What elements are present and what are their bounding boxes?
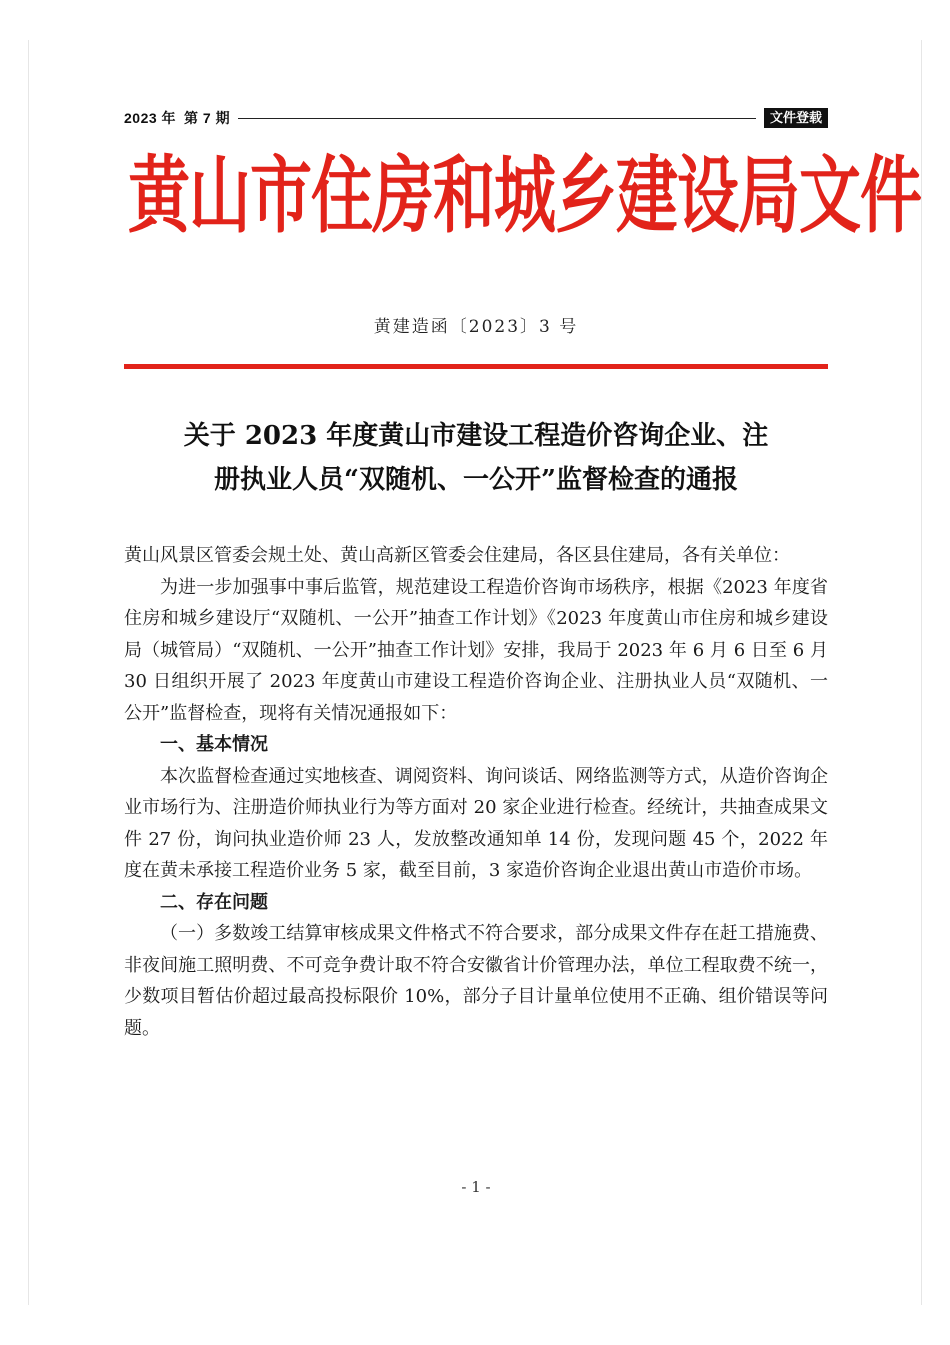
page-number: - 1 - (461, 1178, 491, 1196)
intro-paragraph: 为进一步加强事中事后监管，规范建设工程造价咨询市场秩序，根据《2023 年度省住房和城乡建设厅“双随机、一公开”抽查工作计划》《2023 年度黄山市住房和城乡建设局（城管局）“双随机、一公开”抽查工作计划》安排，我局于 2023 年 6 月 6 日至 6 月 30 日组织开展了 2023 年度黄山市建设工程造价咨询企业、注册执业人员“双随机、一公开”监督检查，现将有关情况通报如下： (124, 576, 828, 724)
document-title (124, 414, 828, 502)
problems-item-1: （一）多数竣工结算审核成果文件格式不符合要求，部分成果文件存在赶工措施费、非夜间施工照明费、不可竞争费计取不符合安徽省计价管理办法，单位工程取费不统一，少数项目暂估价超过最高投标限价 10%，部分子目计量单位使用不正确、组价错误等问题。 (124, 923, 828, 1039)
page-edge-left (28, 40, 29, 1305)
basic-situation-paragraph: 本次监督检查通过实地核查、调阅资料、询问谈话、网络监测等方式，从造价咨询企业市场行为、注册造价师执业行为等方面对 20 家企业进行检查。经统计，共抽查成果文件 27 份，询问执业造价师 23 人，发放整改通知单 14 份，发现问题 45 个，2022 年度在黄未承接工程造价业务 5 家，截至目前，3 家造价咨询企业退出黄山市造价市场。 (124, 765, 828, 881)
document-body (124, 540, 828, 1044)
masthead-title: 黄山市住房和城乡建设局文件 (128, 146, 922, 245)
issue-divider (238, 118, 756, 119)
issue-tag: 文件登载 (764, 108, 828, 128)
issue-year: 2023 年 (124, 110, 177, 126)
title-line-1: 关于 2023 年度黄山市建设工程造价咨询企业、注 (183, 421, 769, 451)
page-edge-right (921, 40, 922, 1305)
issue-number: 第 7 期 (184, 110, 231, 126)
section-heading-problems: 二、存在问题 (160, 891, 268, 913)
section-heading-basic-situation: 一、基本情况 (160, 734, 268, 755)
document-number: 黄建造函〔2023〕3 号 (373, 317, 579, 337)
title-line-2: 册执业人员“双随机、一公开”监督检查的通报 (214, 465, 738, 495)
masthead-red-rule (124, 364, 828, 369)
addressee: 黄山风景区管委会规土处、黄山高新区管委会住建局，各区县住建局，各有关单位： (124, 545, 790, 566)
